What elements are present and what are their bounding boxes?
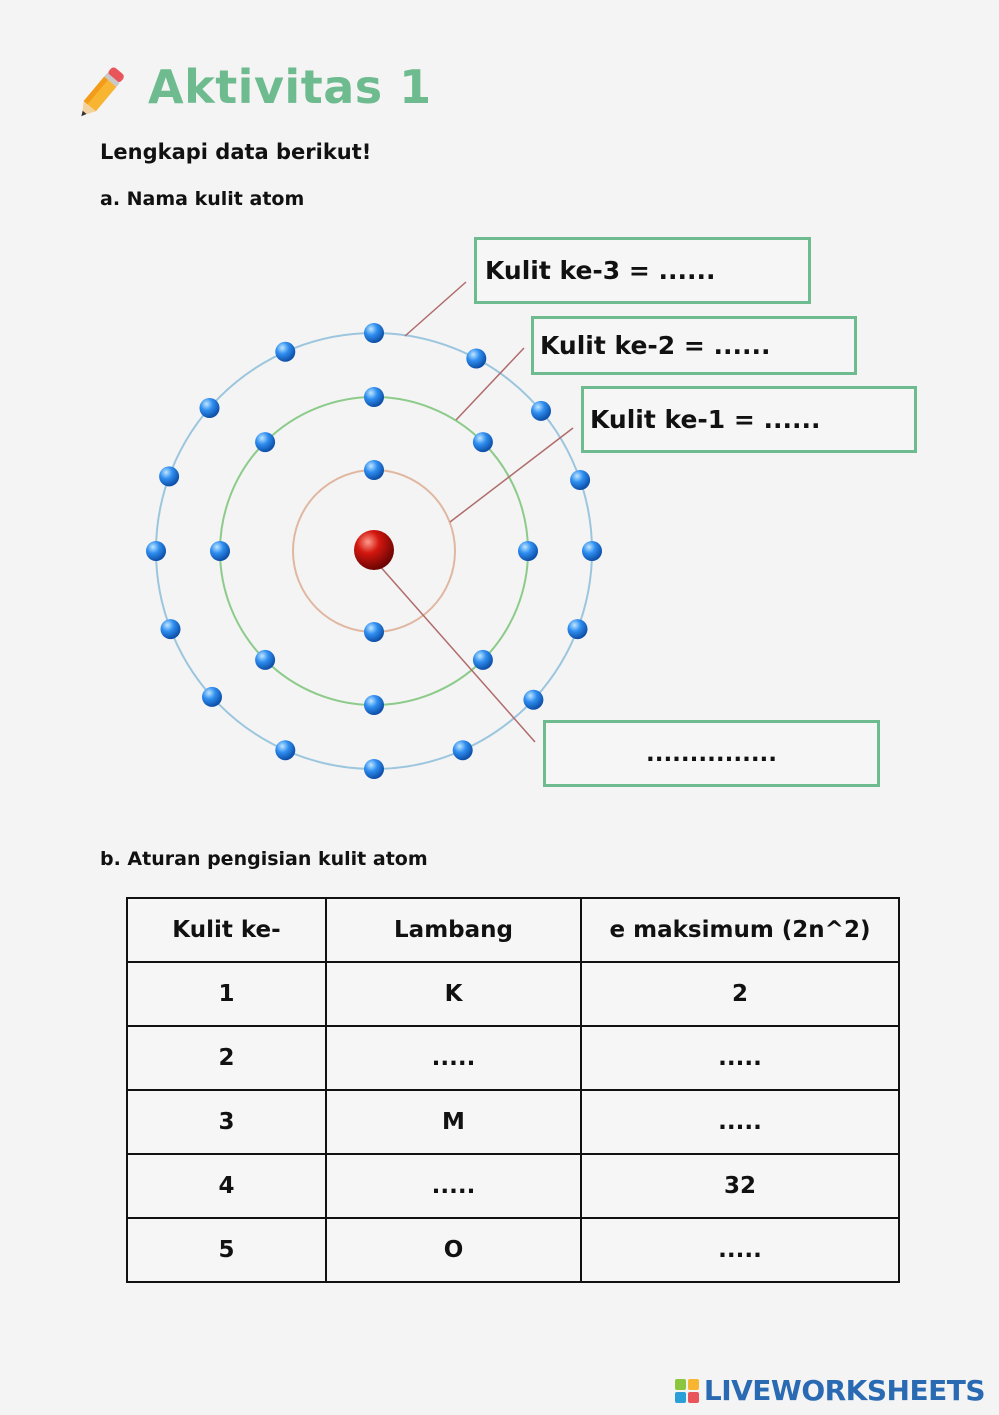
section-a-heading: a. Nama kulit atom: [100, 188, 305, 210]
brand-name: LIVEWORKSHEETS: [703, 1374, 985, 1407]
pencil-icon: [68, 62, 132, 126]
table-row: [127, 1090, 899, 1154]
table-row: [127, 1218, 899, 1282]
shell-1-label-box[interactable]: Kulit ke-1 = ......: [581, 386, 917, 453]
shell-2-electron: [210, 541, 230, 561]
shell-2-electron: [473, 432, 493, 452]
shell-3-electron: [570, 470, 590, 490]
shell-3-electron: [200, 398, 220, 418]
table-row: [127, 1026, 899, 1090]
cell-shell: 2: [127, 1026, 326, 1090]
pointer-line-shell-3: [405, 282, 466, 336]
shell-1-electron: [364, 622, 384, 642]
instruction-text: Lengkapi data berikut!: [100, 140, 372, 164]
header-symbol: Lambang: [326, 898, 581, 962]
brand-logo[interactable]: [674, 1374, 985, 1407]
cell-shell: 3: [127, 1090, 326, 1154]
shell-2-electron: [255, 650, 275, 670]
shell-3-electron: [159, 466, 179, 486]
shell-3-electron: [364, 323, 384, 343]
shell-2-electron: [518, 541, 538, 561]
shell-3-electron: [364, 759, 384, 779]
liveworksheets-logo-icon: [674, 1378, 700, 1404]
shell-2-label-box[interactable]: Kulit ke-2 = ......: [531, 316, 857, 375]
header-shell: Kulit ke-: [127, 898, 326, 962]
pointer-line-shell-1: [450, 428, 573, 522]
shell-3-electron: [453, 740, 473, 760]
shell-3-electron: [466, 349, 486, 369]
cell-symbol: O: [326, 1218, 581, 1282]
page-title: Aktivitas 1: [148, 60, 432, 114]
nucleus: [354, 530, 394, 570]
shell-3-electron: [531, 401, 551, 421]
cell-symbol: K: [326, 962, 581, 1026]
cell-shell: 4: [127, 1154, 326, 1218]
shell-2-electron: [364, 695, 384, 715]
pointer-line-nucleus: [378, 564, 535, 742]
shell-3-electron: [523, 690, 543, 710]
cell-max-electrons: 2: [581, 962, 899, 1026]
table-header-row: [127, 898, 899, 962]
shell-3-label-box[interactable]: Kulit ke-3 = ......: [474, 237, 811, 304]
cell-shell: 5: [127, 1218, 326, 1282]
shell-3-electron: [202, 687, 222, 707]
shell-3-electron: [582, 541, 602, 561]
shell-2-electron: [255, 432, 275, 452]
shell-3-electron: [568, 619, 588, 639]
header-max-electrons: e maksimum (2n^2): [581, 898, 899, 962]
cell-symbol-blank[interactable]: .....: [326, 1154, 581, 1218]
table-row: [127, 1154, 899, 1218]
nucleus-label-box[interactable]: ...............: [543, 720, 880, 787]
cell-max-electrons-blank[interactable]: .....: [581, 1026, 899, 1090]
cell-max-electrons: 32: [581, 1154, 899, 1218]
shell-2-electron: [473, 650, 493, 670]
section-b-heading: b. Aturan pengisian kulit atom: [100, 848, 428, 870]
table-row: [127, 962, 899, 1026]
shell-3-electron: [275, 740, 295, 760]
shell-1-electron: [364, 460, 384, 480]
shell-3-electron: [161, 619, 181, 639]
cell-symbol-blank[interactable]: .....: [326, 1026, 581, 1090]
shell-2-electron: [364, 387, 384, 407]
cell-max-electrons-blank[interactable]: .....: [581, 1218, 899, 1282]
shell-rules-table: [126, 897, 900, 1283]
cell-max-electrons-blank[interactable]: .....: [581, 1090, 899, 1154]
shell-3-electron: [146, 541, 166, 561]
cell-symbol: M: [326, 1090, 581, 1154]
shell-3-electron: [275, 342, 295, 362]
cell-shell: 1: [127, 962, 326, 1026]
